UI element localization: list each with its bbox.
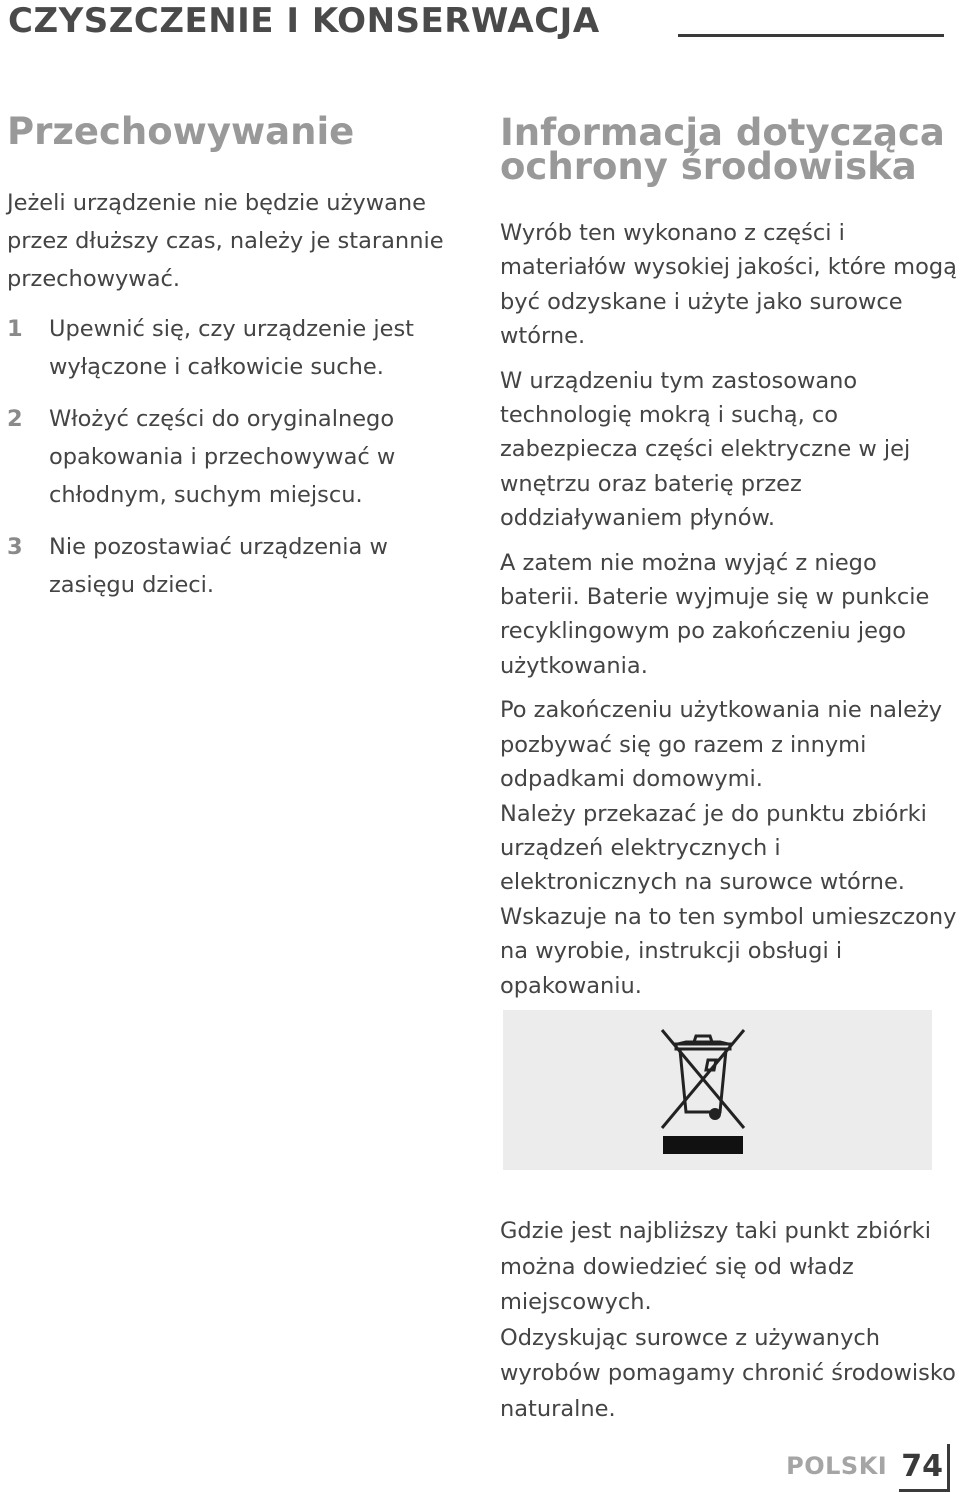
collection-line: Odzyskując surowce z używanych wyrobów pomagamy chronić środowisko naturalne. [500, 1324, 956, 1422]
footer-language: POLSKI [786, 1452, 888, 1480]
step-text: Nie pozostawiać urządzenia w zasięgu dzieci. [49, 534, 388, 598]
collection-info [500, 1214, 958, 1427]
collection-line: Gdzie jest najbliższy taki punkt zbiórki można dowiedzieć się od władz miejscowych. [500, 1218, 931, 1315]
storage-step [7, 310, 477, 386]
environment-section [500, 112, 958, 1003]
step-text: Włożyć części do oryginalnego opakowania i przechowywać w chłodnym, suchym miejscu. [49, 406, 396, 508]
section-title-rule [678, 34, 944, 37]
storage-steps [7, 310, 477, 604]
storage-step [7, 400, 477, 514]
disposal-line: Należy przekazać je do punktu zbiórki urządzeń elektrycznych i elektronicznych na surowce wtórne. [500, 800, 927, 896]
disposal-line: Wskazuje na to ten symbol umieszczony na wyrobie, instrukcji obsługi i opakowaniu. [500, 903, 957, 999]
storage-heading: Przechowywanie [7, 110, 355, 153]
step-number: 2 [7, 406, 23, 432]
step-text: Upewnić się, czy urządzenie jest wyłączone i całkowicie suche. [49, 316, 414, 380]
storage-section [7, 112, 477, 618]
section-title: CZYSZCZENIE I KONSERWACJA [8, 1, 600, 41]
environment-heading: Informacja dotycząca ochrony środowiska [500, 111, 945, 188]
disposal-line: Po zakończeniu użytkowania nie należy pozbywać się go razem z innymi odpadkami domowymi. [500, 697, 943, 793]
page-number: 74 [899, 1445, 947, 1492]
crossed-out-wheelie-bin-icon [658, 1024, 748, 1158]
footer-divider [947, 1444, 950, 1492]
environment-paragraph: Wyrób ten wykonano z części i materiałów wysokiej jakości, które mogą być odzyskane i użyte jako surowce wtórne. [500, 220, 957, 350]
step-number: 3 [7, 534, 23, 560]
environment-paragraph: W urządzeniu tym zastosowano technologię mokrą i suchą, co zabezpiecza części elektryczne w jej wnętrzu oraz baterię przez oddziaływaniem płynów. [500, 367, 911, 532]
storage-intro: Jeżeli urządzenie nie będzie używane przez dłuższy czas, należy je starannie przechowywać. [7, 190, 444, 292]
storage-step [7, 528, 477, 604]
step-number: 1 [7, 316, 23, 342]
environment-paragraph: A zatem nie można wyjąć z niego baterii. Baterie wyjmuje się w punkcie recyklingowym po zakończeniu jego użytkowania. [500, 549, 930, 679]
page-footer [786, 1440, 950, 1492]
weee-symbol-panel [503, 1010, 932, 1170]
